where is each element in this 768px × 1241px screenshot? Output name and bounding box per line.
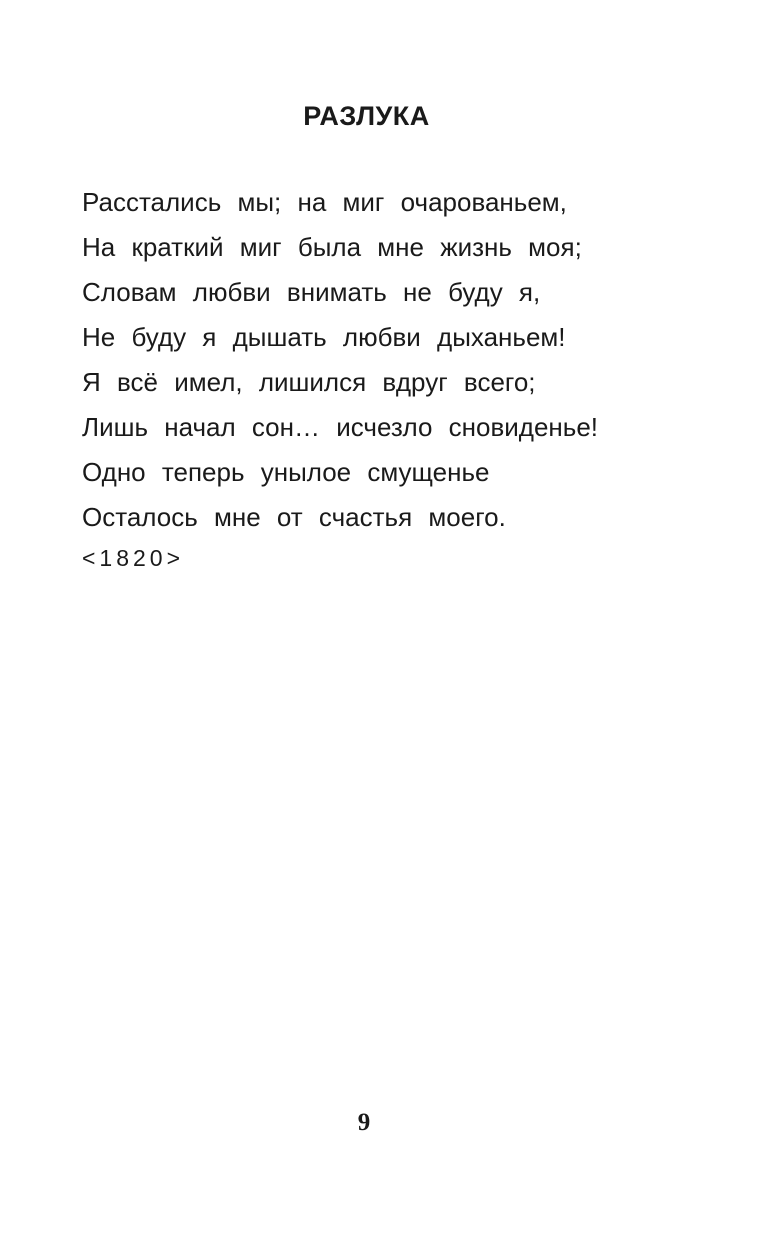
poem-line: Не буду я дышать любви дыханьем! xyxy=(82,322,566,352)
poem-line: Осталось мне от счастья моего. xyxy=(82,502,506,532)
poem-line: Словам любви внимать не буду я, xyxy=(82,277,541,307)
poem-line: Лишь начал сон… исчезло сновиденье! xyxy=(82,412,599,442)
poem-line: Расстались мы; на миг очарованьем, xyxy=(82,187,567,217)
poem-body xyxy=(82,180,702,540)
page-number: 9 xyxy=(357,1109,371,1136)
poem-title: РАЗЛУКА xyxy=(303,101,430,131)
poem-line: На краткий миг была мне жизнь моя; xyxy=(82,232,582,262)
poem-date: <1820> xyxy=(82,545,185,571)
poem-line: Одно теперь унылое смущенье xyxy=(82,457,490,487)
poem-line: Я всё имел, лишился вдруг всего; xyxy=(82,367,536,397)
